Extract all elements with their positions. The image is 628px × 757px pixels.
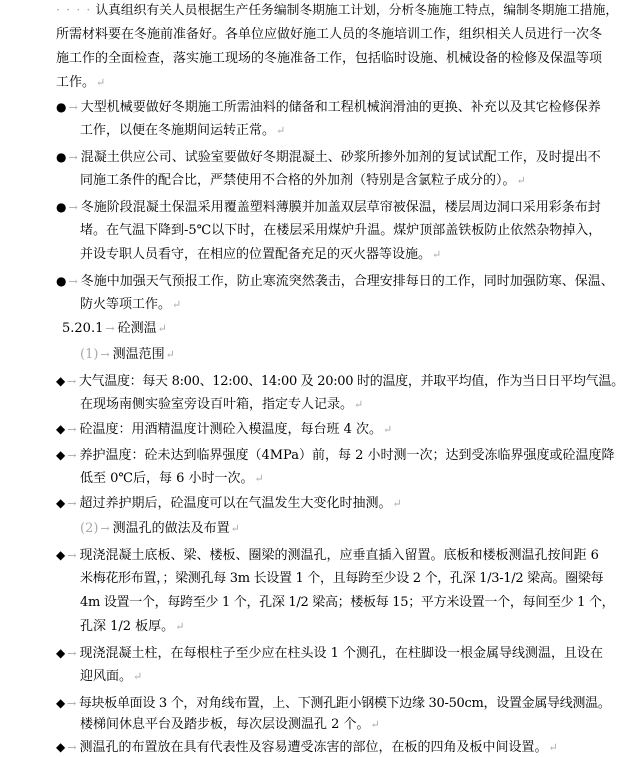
round-bullet-icon: ●: [56, 150, 67, 164]
tab-arrow-icon: →: [68, 201, 78, 214]
line-text: 认真组织有关人员根据生产任务编制冬期施工计划，分析冬施施工特点，编制冬期施工措施，: [95, 3, 619, 18]
bullet-line: [56, 98, 601, 116]
text-line: [80, 716, 380, 734]
bullet-line: [56, 148, 601, 166]
line-text: 每块板单面设 3 个，对角线布置，上、下测孔距小钢模下边缘 30-50cm，设置金属导线测温。: [78, 696, 611, 711]
line-text: 同施工条件的配合比，严禁使用不合格的外加剂（特别是含氯粒子成分的）。: [80, 173, 516, 188]
tab-arrow-icon: →: [100, 348, 110, 361]
line-text: 工作。: [56, 75, 96, 90]
bullet-line: [56, 644, 603, 662]
line-text: 现浇混凝土底板、梁、楼板、圈梁的测温孔，应垂直插入留置。底板和楼板测温孔按间距 6: [79, 548, 599, 563]
line-text: 冬施中加强天气预报工作，防止寒流突然袭击，合理安排每日的工作，同时加强防寒、保温、: [80, 274, 614, 289]
text-line: [80, 570, 603, 588]
line-text: 迎风面。: [80, 669, 133, 684]
line-text: 楼梯间休息平台及踏步板，每次层设测温孔 2 个。: [80, 717, 370, 732]
line-text: 测温孔的布置放在具有代表性及容易遭受冻害的部位，在板的四角及板中间设置。: [79, 740, 548, 755]
text-line: [80, 222, 601, 240]
paragraph-mark-icon: ↵: [175, 620, 185, 633]
paragraph-mark-icon: ↵: [254, 472, 264, 485]
tab-arrow-icon: →: [67, 497, 77, 510]
paragraph-mark-icon: ↵: [383, 423, 393, 436]
line-text: 并设专职人员看守，在相应的位置配备充足的灭火器等设施。: [80, 247, 432, 262]
line-text: 大型机械要做好冬期施工所需油料的储备和工程机械润滑油的更换、补充以及其它检修保养: [80, 100, 601, 115]
tab-arrow-icon: →: [105, 322, 115, 335]
tab-arrow-icon: →: [66, 375, 76, 388]
text-line: [80, 594, 614, 612]
line-text: 在现场南侧实验室旁设百叶箱，指定专人记录。: [80, 397, 354, 412]
line-text: 砼温度：用酒精温度计测砼入模温度，每台班 4 次。: [79, 422, 382, 437]
line-text: 现浇混凝土柱，在每根柱子至少应在柱头设 1 个测孔，在柱脚设一根金属导线测温，且设在: [79, 646, 603, 661]
tab-arrow-icon: →: [67, 423, 77, 436]
subsection-number: (1): [80, 347, 99, 362]
line-text: 冬施阶段混凝土保温采用覆盖塑料薄膜并加盖双层草帘被保温，楼层周边洞口采用彩条布封: [80, 200, 601, 215]
subsection-heading: [80, 346, 175, 364]
line-text: 混凝土供应公司、试验室要做好冬期混凝土、砂浆所掺外加剂的复试试配工作，及时提出不: [80, 150, 601, 165]
paragraph-mark-icon: ↵: [276, 124, 286, 137]
text-line: [80, 668, 142, 686]
text-line: [56, 2, 618, 20]
text-line: [80, 172, 526, 190]
leading-dots: · · · ·: [56, 3, 92, 18]
text-line: [80, 470, 264, 488]
paragraph-mark-icon: ↵: [370, 718, 380, 731]
paragraph-mark-icon: ↵: [133, 670, 143, 683]
line-text: 工作，以便在冬施期间运转正常。: [80, 123, 276, 138]
line-text: 大气温度：每天 8:00、12:00、14:00 及 20:00 时的温度，并取平均值，作为当日日平均气温。: [78, 374, 624, 389]
line-text: 所需材料要在冬施前准备好。各单位应做好施工人员的冬施培训工作，组织相关人员进行一次冬: [56, 27, 603, 42]
bullet-line: [56, 272, 614, 290]
paragraph-mark-icon: ↵: [165, 348, 175, 361]
text-line: [80, 122, 285, 140]
paragraph-mark-icon: ↵: [172, 298, 182, 311]
line-text: 4m 设置一个，每跨至少 1 个，孔深 1/2 梁高；楼板每 15；平方米设置一个，每间至少 1 个，: [80, 595, 615, 610]
diamond-bullet-icon: ◆: [56, 696, 65, 710]
tab-arrow-icon: →: [67, 647, 77, 660]
text-line: [80, 396, 363, 414]
bullet-line: [56, 198, 601, 216]
subsection-title: 测温孔的做法及布置: [112, 521, 230, 536]
text-line: [80, 618, 184, 636]
text-line: [56, 74, 105, 92]
diamond-bullet-icon: ◆: [56, 740, 66, 754]
tab-arrow-icon: →: [100, 522, 110, 535]
bullet-line: [56, 420, 392, 438]
text-line: [80, 246, 441, 264]
diamond-bullet-icon: ◆: [56, 496, 66, 510]
bullet-line: [56, 446, 615, 464]
bullet-line: [56, 694, 611, 712]
text-line: [80, 296, 181, 314]
line-text: 防火等项工作。: [80, 297, 172, 312]
subsection-number: (2): [80, 521, 99, 536]
section-number: 5.20.1: [62, 321, 104, 336]
line-text: 施工作的全面检查，落实施工现场的冬施准备工作，包括临时设施、机械设备的检修及保温等项: [56, 51, 603, 66]
line-text: 孔深 1/2 板厚。: [80, 619, 175, 634]
paragraph-mark-icon: ↵: [230, 522, 240, 535]
text-line: [56, 26, 602, 44]
tab-arrow-icon: →: [66, 697, 76, 710]
bullet-line: [56, 494, 402, 512]
tab-arrow-icon: →: [68, 275, 78, 288]
round-bullet-icon: ●: [56, 100, 67, 114]
subsection-title: 测温范围: [112, 347, 165, 362]
section-heading: [62, 320, 167, 338]
tab-arrow-icon: →: [67, 549, 77, 562]
round-bullet-icon: ●: [56, 200, 67, 214]
paragraph-mark-icon: ↵: [516, 174, 526, 187]
line-text: 超过养护期后，砼温度可以在气温发生大变化时抽测。: [79, 496, 392, 511]
section-title: 砼测温: [117, 321, 157, 336]
tab-arrow-icon: →: [67, 741, 77, 754]
diamond-bullet-icon: ◆: [56, 646, 66, 660]
line-text: 低至 0℃后，每 6 小时一次。: [80, 471, 254, 486]
line-text: 米梅花形布置，；梁测孔每 3m 长设置 1 个，且每跨至少设 2 个，孔深 1/3-1/2 梁高。圈梁每: [80, 571, 604, 586]
tab-arrow-icon: →: [68, 101, 78, 114]
tab-arrow-icon: →: [68, 151, 78, 164]
paragraph-mark-icon: ↵: [392, 497, 402, 510]
diamond-bullet-icon: ◆: [56, 422, 66, 436]
bullet-line: [56, 372, 624, 390]
paragraph-mark-icon: ↵: [432, 248, 442, 261]
diamond-bullet-icon: ◆: [56, 374, 65, 388]
paragraph-mark-icon: ↵: [548, 741, 558, 754]
tab-arrow-icon: →: [67, 449, 77, 462]
line-text: 堵。在气温下降到-5℃以下时，在楼层采用煤炉升温。煤炉顶部盖铁板防止依然杂物掉入，: [80, 223, 602, 238]
paragraph-mark-icon: ↵: [157, 322, 167, 335]
paragraph-mark-icon: ↵: [354, 398, 364, 411]
paragraph-mark-icon: ↵: [96, 76, 106, 89]
bullet-line: [56, 546, 599, 564]
bullet-line: [56, 738, 558, 756]
subsection-heading: [80, 520, 240, 538]
line-text: 养护温度：砼未达到临界强度（4MPa）前，每 2 小时测一次；达到受冻临界强度或砼温度降: [79, 448, 615, 463]
round-bullet-icon: ●: [56, 274, 67, 288]
diamond-bullet-icon: ◆: [56, 548, 66, 562]
diamond-bullet-icon: ◆: [56, 448, 66, 462]
text-line: [56, 50, 602, 68]
